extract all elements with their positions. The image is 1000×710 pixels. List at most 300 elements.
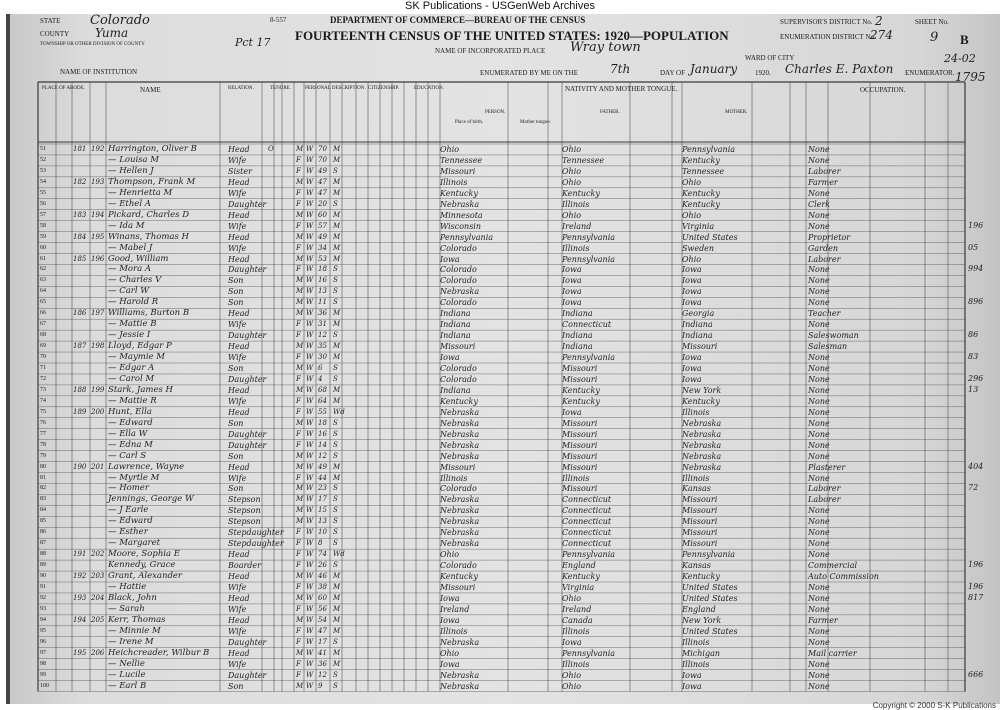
cell-bp: Tennessee xyxy=(440,155,483,165)
cell-rel: Daughter xyxy=(228,374,267,384)
cell-fbp: Ohio xyxy=(562,681,582,691)
cell-mbp: Illinois xyxy=(682,473,710,483)
department-title: DEPARTMENT OF COMMERCE—BUREAU OF THE CENSUS xyxy=(330,15,586,25)
county-label: COUNTY xyxy=(40,30,70,38)
cell-fbp: Indiana xyxy=(562,342,593,352)
cell-rel: Stepdaughter xyxy=(228,539,284,549)
cell-ms: M xyxy=(333,385,341,394)
cell-name: — Hattie xyxy=(108,582,147,592)
cell-fbp: Pennsylvania xyxy=(562,232,616,242)
header-relation: RELATION. xyxy=(228,86,254,91)
cell-race: W xyxy=(306,637,314,646)
cell-ms: S xyxy=(333,418,338,427)
cell-age: 8 xyxy=(318,539,323,548)
cell-mbp: Missouri xyxy=(682,517,718,527)
cell-ms: S xyxy=(333,265,338,274)
cell-sex: F xyxy=(296,243,301,252)
cell-name: Harrington, Oliver B xyxy=(108,144,197,154)
cell-race: W xyxy=(306,210,314,219)
cell-mbp: Missouri xyxy=(682,342,718,352)
cell-age: 47 xyxy=(318,626,327,635)
cell-fbp: Ohio xyxy=(562,670,582,680)
cell-line: 66 xyxy=(40,310,46,317)
cell-race: W xyxy=(306,681,314,690)
cell-sex: F xyxy=(296,528,301,537)
cell-fbp: Connecticut xyxy=(562,495,612,505)
cell-race: W xyxy=(306,342,314,351)
state-value: Colorado xyxy=(90,13,150,28)
sheet-label: SHEET No. xyxy=(915,18,949,26)
cell-mbp: Indiana xyxy=(682,331,713,341)
cell-name: — Hellen J xyxy=(108,165,154,176)
cell-occ: None xyxy=(808,604,830,614)
cell-name: — Mattie R xyxy=(108,395,157,406)
cell-bp: Colorado xyxy=(440,374,477,384)
enumerated-month: January xyxy=(690,62,738,76)
cell-bp: Nebraska xyxy=(440,287,480,297)
cell-age: 55 xyxy=(318,407,327,416)
cell-line: 92 xyxy=(40,594,46,601)
cell-age: 49 xyxy=(318,166,327,175)
cell-age: 34 xyxy=(318,243,327,252)
cell-line: 86 xyxy=(40,529,46,536)
cell-sex: F xyxy=(296,320,301,329)
copyright-notice: Copyright © 2000 S-K Publications xyxy=(872,701,996,710)
cell-line: 85 xyxy=(40,518,46,525)
cell-race: W xyxy=(306,353,314,362)
cell-fbp: Pennsylvania xyxy=(562,648,616,658)
cell-bp: Ohio xyxy=(440,550,460,560)
cell-occ: None xyxy=(808,396,830,406)
cell-rel: Wife xyxy=(228,583,247,592)
cell-sex: F xyxy=(296,396,301,405)
cell-ms: S xyxy=(333,517,338,526)
cell-bp: Colorado xyxy=(440,484,477,494)
cell-race: W xyxy=(306,145,314,153)
cell-ms: S xyxy=(333,451,338,460)
cell-fbp: Illinois xyxy=(562,243,590,253)
cell-line: 62 xyxy=(40,266,46,273)
cell-age: 13 xyxy=(318,517,327,526)
cell-bp: Nebraska xyxy=(440,451,480,461)
cell-occ: None xyxy=(808,155,830,165)
cell-mbp: Pennsylvania xyxy=(682,550,736,560)
cell-fam: 195 xyxy=(91,232,105,241)
cell-sex: F xyxy=(296,429,301,438)
enumerated-label: ENUMERATED BY ME ON THE xyxy=(480,69,578,77)
cell-name: — Homer xyxy=(108,483,149,494)
cell-rel: Head xyxy=(228,232,250,242)
cell-sex: F xyxy=(296,221,301,230)
cell-age: 74 xyxy=(318,550,327,559)
cell-bp: Nebraska xyxy=(440,539,480,549)
cell-race: W xyxy=(306,155,314,164)
cell-fbp: Indiana xyxy=(562,309,593,319)
cell-ms: M xyxy=(333,232,341,241)
cell-occ: Proprietor xyxy=(808,232,851,242)
cell-occ: Laborer xyxy=(808,484,841,494)
cell-bp: Kentucky xyxy=(440,396,478,406)
cell-line: 68 xyxy=(40,332,46,339)
header-occupation: OCCUPATION. xyxy=(860,86,906,94)
cell-mbp: Ohio xyxy=(682,210,702,220)
cell-age: 64 xyxy=(318,396,327,405)
cell-age: 68 xyxy=(318,385,327,394)
cell-line: 54 xyxy=(40,178,46,185)
cell-line: 93 xyxy=(40,605,46,612)
cell-line: 59 xyxy=(40,233,46,240)
cell-occ: None xyxy=(808,583,830,592)
cell-rel: Head xyxy=(228,462,250,472)
cell-ms: Wd xyxy=(333,550,345,559)
cell-dw: 185 xyxy=(73,254,87,263)
cell-line: 95 xyxy=(40,627,46,634)
cell-ms: M xyxy=(333,572,341,581)
cell-line: 81 xyxy=(40,474,46,481)
header-place-of-abode: PLACE OF ABODE. xyxy=(42,86,85,91)
cell-fbp: Ohio xyxy=(562,210,582,220)
cell-rel: Head xyxy=(228,407,250,417)
cell-rel: Head xyxy=(228,385,250,395)
cell-sex: F xyxy=(296,659,301,668)
cell-sex: M xyxy=(296,681,304,690)
cell-age: 17 xyxy=(318,495,327,504)
cell-mbp: Kansas xyxy=(682,561,711,571)
cell-ms: M xyxy=(333,604,341,613)
cell-line: 67 xyxy=(40,321,46,328)
cell-fbp: Missouri xyxy=(562,451,598,461)
cell-line: 71 xyxy=(40,365,46,371)
incorporated-label: NAME OF INCORPORATED PLACE xyxy=(435,47,546,55)
cell-age: 31 xyxy=(318,320,327,329)
cell-rel: Head xyxy=(228,210,250,220)
cell-ms: M xyxy=(333,254,341,263)
cell-name: Winans, Thomas H xyxy=(108,231,189,242)
cell-age: 15 xyxy=(318,506,327,515)
cell-name: Good, William xyxy=(108,253,169,264)
cell-mbp: Kentucky xyxy=(682,155,720,165)
cell-age: 60 xyxy=(318,210,327,219)
cell-fbp: Ireland xyxy=(562,221,592,231)
cell-ms: M xyxy=(333,353,341,362)
cell-line: 53 xyxy=(40,167,46,174)
cell-sex: M xyxy=(296,364,304,372)
cell-race: W xyxy=(306,287,314,296)
cell-rel: Daughter xyxy=(228,440,267,450)
cell-name: — Esther xyxy=(108,527,148,538)
cell-bp: Nebraska xyxy=(440,681,480,691)
cell-line: 90 xyxy=(40,573,46,580)
cell-name: — Harold R xyxy=(108,297,159,308)
cell-rel: Stepson xyxy=(228,506,261,516)
cell-line: 89 xyxy=(40,562,46,569)
township-value: Pct 17 xyxy=(235,36,271,49)
cell-rel: Wife xyxy=(228,659,247,669)
cell-fam: 202 xyxy=(91,550,105,559)
cell-occ: None xyxy=(808,221,830,231)
cell-line: 52 xyxy=(40,156,46,163)
cell-name: — Jessie I xyxy=(108,330,151,341)
cell-line: 75 xyxy=(40,408,46,415)
cell-fbp: Kentucky xyxy=(562,188,600,198)
cell-rel: Daughter xyxy=(228,429,267,439)
cell-dw: 194 xyxy=(73,615,87,624)
enumerator-name: Charles E. Paxton xyxy=(785,62,894,76)
cell-occ: Clerk xyxy=(808,199,831,209)
cell-age: 56 xyxy=(318,604,327,613)
cell-line: 55 xyxy=(40,189,46,196)
cell-bp: Nebraska xyxy=(440,528,480,538)
cell-mbp: Ohio xyxy=(682,254,702,264)
cell-line: 74 xyxy=(40,397,46,404)
cell-occ: None xyxy=(808,593,830,603)
cell-mbp: Iowa xyxy=(682,265,702,275)
cell-name: Pickard, Charles D xyxy=(108,209,190,220)
enum-district-label: ENUMERATION DISTRICT No. xyxy=(780,33,876,41)
cell-age: 49 xyxy=(318,232,327,241)
cell-race: W xyxy=(306,298,314,307)
cell-sex: M xyxy=(296,342,304,351)
cell-fbp: Kentucky xyxy=(562,385,600,395)
cell-race: W xyxy=(306,517,314,526)
cell-sex: M xyxy=(296,517,304,526)
cell-occ: Laborer xyxy=(808,254,841,264)
cell-sex: F xyxy=(296,561,301,570)
cell-name: Williams, Burton B xyxy=(108,308,190,319)
cell-race: W xyxy=(306,495,314,504)
cell-occ: None xyxy=(808,320,830,330)
cell-line: 96 xyxy=(40,638,46,645)
cell-line: 82 xyxy=(40,485,46,492)
cell-mbp: Kansas xyxy=(682,484,711,494)
cell-fbp: Connecticut xyxy=(562,320,612,330)
cell-race: W xyxy=(306,484,314,493)
cell-fbp: Connecticut xyxy=(562,517,612,527)
cell-sex: F xyxy=(296,637,301,646)
cell-race: W xyxy=(306,374,314,383)
cell-ms: S xyxy=(333,199,338,208)
margin-note: 666 xyxy=(968,669,984,679)
cell-name: Black, John xyxy=(108,592,157,603)
cell-ms: M xyxy=(333,221,341,230)
cell-bp: Nebraska xyxy=(440,637,480,647)
cell-name: — Edna M xyxy=(108,439,153,450)
cell-race: W xyxy=(306,583,314,591)
cell-mbp: New York xyxy=(682,385,722,395)
cell-bp: Indiana xyxy=(440,309,471,319)
cell-mbp: Nebraska xyxy=(682,440,722,450)
cell-fbp: Iowa xyxy=(562,637,582,647)
cell-age: 16 xyxy=(318,429,327,438)
cell-sex: M xyxy=(296,254,304,263)
cell-mbp: New York xyxy=(682,615,722,625)
cell-bp: Indiana xyxy=(440,385,471,395)
cell-name: — Ida M xyxy=(108,220,145,231)
cell-bp: Wisconsin xyxy=(440,221,482,231)
cell-name: — Lucile xyxy=(108,669,146,680)
cell-mbp: Iowa xyxy=(682,287,702,297)
cell-age: 18 xyxy=(318,265,327,274)
cell-race: W xyxy=(306,320,314,329)
cell-race: W xyxy=(306,429,314,438)
cell-age: 35 xyxy=(318,342,327,351)
cell-fbp: Missouri xyxy=(562,484,598,494)
cell-fam: 201 xyxy=(91,462,105,471)
cell-age: 6 xyxy=(318,364,323,372)
cell-rel: Head xyxy=(228,615,250,625)
cell-mbp: Kentucky xyxy=(682,188,720,198)
cell-fbp: Missouri xyxy=(562,418,598,428)
cell-mbp: Illinois xyxy=(682,407,710,417)
cell-line: 72 xyxy=(40,375,46,382)
cell-bp: Missouri xyxy=(440,166,476,176)
cell-rel: Stepdaughter xyxy=(228,528,284,538)
cell-occ: Farmer xyxy=(808,615,838,625)
cell-mbp: Missouri xyxy=(682,528,718,538)
cell-line: 69 xyxy=(40,343,46,350)
cell-race: W xyxy=(306,243,314,252)
cell-mbp: Missouri xyxy=(682,506,718,516)
cell-sex: M xyxy=(296,615,304,624)
cell-dw: 190 xyxy=(73,462,87,471)
cell-name: — Louisa M xyxy=(108,154,159,165)
cell-occ: None xyxy=(808,364,830,373)
cell-rel: Stepson xyxy=(228,495,261,505)
cell-bp: Colorado xyxy=(440,265,477,275)
cell-fbp: Illinois xyxy=(562,473,590,483)
margin-note: 83 xyxy=(968,352,979,362)
cell-ms: S xyxy=(333,166,338,175)
cell-occ: None xyxy=(808,287,830,297)
cell-age: 53 xyxy=(318,254,327,263)
cell-sex: M xyxy=(296,298,304,307)
cell-name: — Mora A xyxy=(108,264,151,275)
cell-bp: Kentucky xyxy=(440,188,478,198)
cell-race: W xyxy=(306,648,314,657)
cell-bp: Pennsylvania xyxy=(440,232,494,242)
cell-fbp: Kentucky xyxy=(562,572,600,582)
cell-fbp: Ireland xyxy=(562,604,592,614)
cell-ms: S xyxy=(333,681,338,690)
cell-sex: F xyxy=(296,550,301,559)
cell-age: 57 xyxy=(318,221,327,230)
cell-line: 87 xyxy=(40,540,46,547)
margin-note: 196 xyxy=(968,220,984,230)
cell-bp: Nebraska xyxy=(440,199,480,209)
cell-sex: F xyxy=(296,166,301,175)
cell-bp: Illinois xyxy=(440,473,468,483)
cell-line: 57 xyxy=(40,211,46,218)
cell-occ: None xyxy=(808,440,830,450)
cell-occ: Laborer xyxy=(808,166,841,176)
cell-line: 70 xyxy=(40,354,46,361)
cell-fbp: England xyxy=(562,561,596,571)
cell-bp: Ohio xyxy=(440,145,460,154)
cell-ms: M xyxy=(333,626,341,635)
cell-fbp: Iowa xyxy=(562,276,582,286)
cell-rel: Son xyxy=(228,681,244,691)
cell-name: Lawrence, Wayne xyxy=(108,461,185,472)
cell-race: W xyxy=(306,254,314,263)
county-value: Yuma xyxy=(95,26,129,40)
township-label: TOWNSHIP OR OTHER DIVISION OF COUNTY xyxy=(40,42,145,47)
cell-rel: Head xyxy=(228,342,250,352)
cell-rel: Sister xyxy=(228,166,252,176)
cell-sex: F xyxy=(296,331,301,340)
cell-mbp: United States xyxy=(682,626,738,636)
year-label: 1920. xyxy=(755,69,771,77)
cell-fbp: Connecticut xyxy=(562,528,612,538)
cell-sex: M xyxy=(296,506,304,515)
cell-ms: M xyxy=(333,593,341,602)
cell-line: 51 xyxy=(40,146,46,152)
cell-occ: Mail carrier xyxy=(808,648,857,658)
enum-district-value: 274 xyxy=(870,28,893,42)
cell-rel: Head xyxy=(228,309,250,319)
cell-age: 14 xyxy=(318,440,327,449)
cell-ms: M xyxy=(333,462,341,471)
cell-name: Jennings, George W xyxy=(108,494,194,505)
cell-bp: Missouri xyxy=(440,342,476,352)
cell-sex: F xyxy=(296,583,301,591)
cell-line: 77 xyxy=(40,430,46,437)
cell-sex: F xyxy=(296,407,301,416)
cell-line: 84 xyxy=(40,507,46,514)
cell-ms: Wd xyxy=(333,407,345,416)
cell-line: 97 xyxy=(40,649,46,656)
cell-rel: Head xyxy=(228,593,250,603)
cell-rel: Wife xyxy=(228,353,247,363)
cell-line: 91 xyxy=(40,584,46,590)
cell-fbp: Ohio xyxy=(562,177,582,187)
cell-ms: S xyxy=(333,528,338,537)
cell-line: 60 xyxy=(40,244,46,251)
cell-ms: M xyxy=(333,615,341,624)
cell-name: — Irene M xyxy=(108,636,154,647)
cell-ms: S xyxy=(333,298,338,307)
cell-race: W xyxy=(306,407,314,416)
cell-name: — Carl W xyxy=(108,286,149,297)
cell-rel: Daughter xyxy=(228,265,267,275)
cell-mbp: Nebraska xyxy=(682,451,722,461)
header-education: EDUCATION. xyxy=(414,86,444,91)
cell-race: W xyxy=(306,561,314,570)
cell-ms: S xyxy=(333,495,338,504)
cell-occ: Garden xyxy=(808,243,838,253)
cell-name: Kennedy, Grace xyxy=(108,560,176,571)
cell-mbp: Nebraska xyxy=(682,462,722,472)
cell-age: 30 xyxy=(318,353,327,362)
cell-bp: Ireland xyxy=(440,604,470,614)
cell-rel: Wife xyxy=(228,221,247,231)
cell-fam: 196 xyxy=(91,254,105,263)
header-person: PERSON. xyxy=(485,110,506,115)
cell-name: — Earl B xyxy=(108,680,147,691)
cell-mbp: Georgia xyxy=(682,309,715,319)
cell-race: W xyxy=(306,418,314,427)
cell-line: 79 xyxy=(40,452,46,459)
cell-race: W xyxy=(306,506,314,515)
cell-rel: Daughter xyxy=(228,331,267,341)
cell-rel: Wife xyxy=(228,604,247,614)
cell-name: — Edward xyxy=(108,417,153,428)
cell-ms: S xyxy=(333,506,338,515)
cell-fbp: Ohio xyxy=(562,145,582,154)
cell-name: — Carol M xyxy=(108,373,155,384)
cell-ms: S xyxy=(333,484,338,493)
cell-bp: Minnesota xyxy=(440,210,483,220)
cell-rel: Son xyxy=(228,484,244,494)
